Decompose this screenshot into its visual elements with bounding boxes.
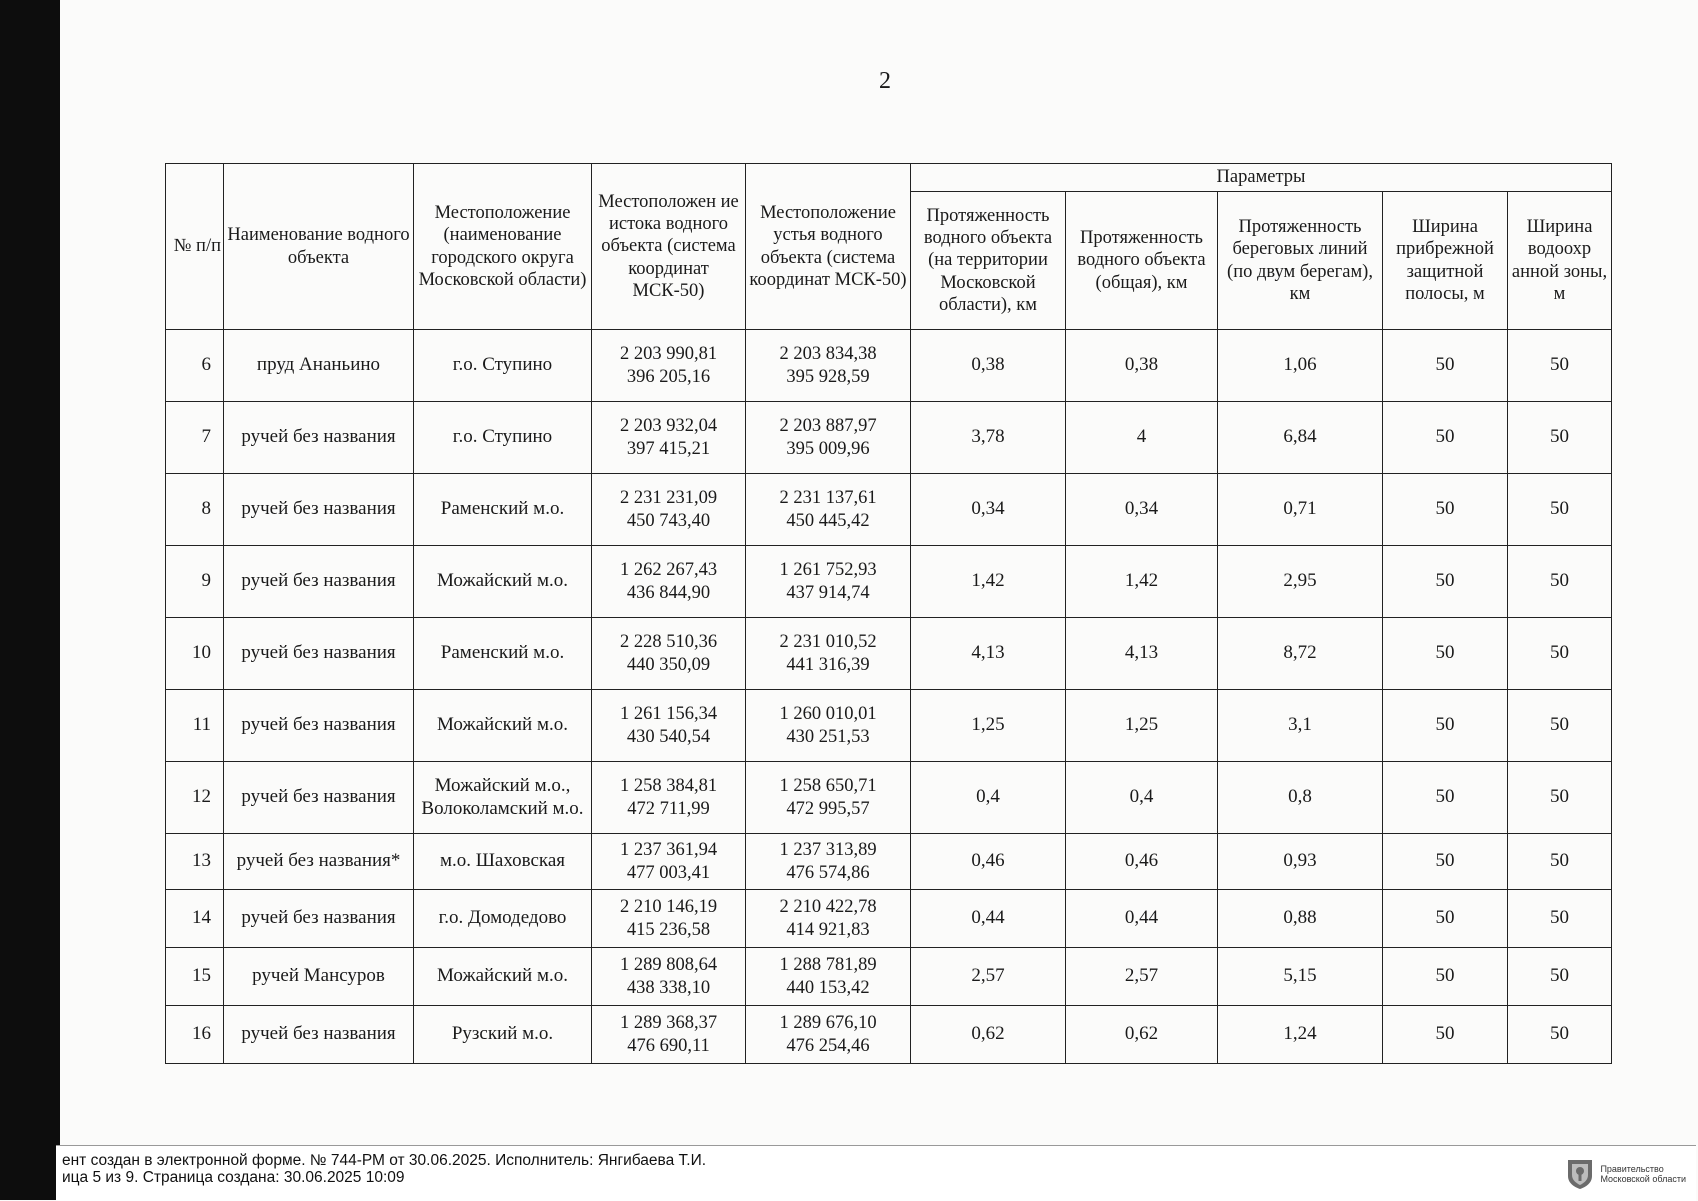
cell-name: ручей без названия	[224, 402, 414, 474]
cell-len-region: 1,25	[911, 690, 1066, 762]
table-row	[166, 330, 1612, 402]
mouth-coord-y: 450 445,42	[786, 510, 870, 531]
cell-location: Можайский м.о., Волоколамский м.о.	[414, 762, 592, 834]
footer-line-document: ент создан в электронной форме. № 744-РМ от 30.06.2025. Исполнитель: Янгибаева Т.И.	[62, 1152, 707, 1169]
mouth-coord-y: 395 928,59	[786, 366, 870, 387]
col-header-name: Наименование водного объекта	[224, 164, 414, 330]
source-coord-x: 1 289 368,37	[619, 1013, 718, 1034]
scan-margin	[0, 0, 60, 1200]
cell-location: г.о. Ступино	[414, 330, 592, 402]
cell-source	[592, 948, 746, 1006]
cell-len-region: 2,57	[911, 948, 1066, 1006]
cell-len-total: 1,42	[1066, 546, 1218, 618]
cell-name: ручей без названия	[224, 1006, 414, 1064]
cell-name: ручей без названия	[224, 618, 414, 690]
cell-zone-width: 50	[1508, 762, 1612, 834]
col-header-mouth: Местоположение устья водного объекта (система координат МСК-50)	[746, 164, 911, 330]
cell-len-total: 1,25	[1066, 690, 1218, 762]
table-row	[166, 402, 1612, 474]
mouth-coord-y: 414 921,83	[786, 919, 870, 940]
table-row	[166, 474, 1612, 546]
col-header-zone-width: Ширина водоохр анной зоны, м	[1508, 192, 1612, 330]
source-coord-x: 1 289 808,64	[619, 955, 718, 976]
cell-zone-width: 50	[1508, 690, 1612, 762]
source-coord-y: 397 415,21	[626, 438, 711, 459]
cell-source	[592, 834, 746, 890]
cell-strip-width: 50	[1383, 330, 1508, 402]
cell-name: ручей без названия	[224, 762, 414, 834]
source-coord-x: 2 210 146,19	[619, 897, 718, 918]
footer-text	[62, 1152, 706, 1186]
mouth-coord-y: 476 254,46	[786, 1035, 870, 1056]
source-coord-y: 415 236,58	[626, 919, 711, 940]
water-bodies-table	[165, 163, 1612, 1064]
cell-strip-width: 50	[1383, 618, 1508, 690]
col-header-shore-len: Протяженность береговых линий (по двум берегам), км	[1218, 192, 1383, 330]
cell-source	[592, 618, 746, 690]
mouth-coord-y: 437 914,74	[786, 582, 870, 603]
cell-source	[592, 890, 746, 948]
coat-of-arms-icon	[1566, 1158, 1594, 1190]
source-coord-x: 1 237 361,94	[619, 840, 718, 861]
cell-no: 10	[166, 618, 224, 690]
cell-zone-width: 50	[1508, 948, 1612, 1006]
cell-mouth	[746, 618, 911, 690]
col-header-params: Параметры	[911, 164, 1612, 192]
cell-shore-len: 0,8	[1218, 762, 1383, 834]
cell-source	[592, 474, 746, 546]
cell-len-total: 0,44	[1066, 890, 1218, 948]
table-row	[166, 948, 1612, 1006]
cell-len-total: 2,57	[1066, 948, 1218, 1006]
mouth-coord-x: 2 231 137,61	[779, 488, 877, 509]
cell-len-region: 4,13	[911, 618, 1066, 690]
cell-no: 11	[166, 690, 224, 762]
cell-len-total: 0,62	[1066, 1006, 1218, 1064]
cell-no: 9	[166, 546, 224, 618]
cell-len-region: 1,42	[911, 546, 1066, 618]
cell-mouth	[746, 330, 911, 402]
cell-no: 15	[166, 948, 224, 1006]
cell-shore-len: 2,95	[1218, 546, 1383, 618]
cell-shore-len: 6,84	[1218, 402, 1383, 474]
cell-mouth	[746, 890, 911, 948]
cell-location: г.о. Домодедово	[414, 890, 592, 948]
cell-shore-len: 1,06	[1218, 330, 1383, 402]
cell-location: Можайский м.о.	[414, 690, 592, 762]
cell-len-region: 0,4	[911, 762, 1066, 834]
source-coord-y: 472 711,99	[627, 798, 710, 819]
source-coord-y: 436 844,90	[626, 582, 711, 603]
cell-len-total: 0,46	[1066, 834, 1218, 890]
cell-shore-len: 0,88	[1218, 890, 1383, 948]
cell-name: ручей без названия	[224, 474, 414, 546]
mouth-coord-x: 2 210 422,78	[779, 897, 877, 918]
cell-strip-width: 50	[1383, 474, 1508, 546]
cell-no: 14	[166, 890, 224, 948]
source-coord-x: 2 203 932,04	[619, 416, 718, 437]
cell-len-region: 0,62	[911, 1006, 1066, 1064]
cell-strip-width: 50	[1383, 546, 1508, 618]
cell-no: 12	[166, 762, 224, 834]
cell-mouth	[746, 474, 911, 546]
cell-shore-len: 1,24	[1218, 1006, 1383, 1064]
mouth-coord-x: 1 261 752,93	[779, 560, 877, 581]
col-header-len-total: Протяженность водного объекта (общая), км	[1066, 192, 1218, 330]
cell-mouth	[746, 834, 911, 890]
cell-name: ручей без названия	[224, 690, 414, 762]
cell-location: Раменский м.о.	[414, 618, 592, 690]
cell-strip-width: 50	[1383, 1006, 1508, 1064]
table-row	[166, 546, 1612, 618]
cell-source	[592, 330, 746, 402]
mouth-coord-x: 1 289 676,10	[779, 1013, 877, 1034]
cell-shore-len: 5,15	[1218, 948, 1383, 1006]
cell-location: Можайский м.о.	[414, 546, 592, 618]
cell-source	[592, 546, 746, 618]
cell-len-total: 4	[1066, 402, 1218, 474]
mouth-coord-y: 430 251,53	[786, 726, 870, 747]
mouth-coord-y: 395 009,96	[786, 438, 870, 459]
cell-location: Раменский м.о.	[414, 474, 592, 546]
cell-no: 8	[166, 474, 224, 546]
cell-name: пруд Ананьино	[224, 330, 414, 402]
mouth-coord-y: 440 153,42	[786, 977, 870, 998]
table-row	[166, 762, 1612, 834]
mouth-coord-x: 1 260 010,01	[779, 704, 877, 725]
cell-len-total: 4,13	[1066, 618, 1218, 690]
source-coord-x: 1 258 384,81	[619, 776, 718, 797]
cell-source	[592, 1006, 746, 1064]
cell-len-region: 3,78	[911, 402, 1066, 474]
mouth-coord-x: 2 203 887,97	[779, 416, 877, 437]
cell-source	[592, 690, 746, 762]
cell-zone-width: 50	[1508, 834, 1612, 890]
header-row-top	[166, 164, 1612, 192]
cell-location: м.о. Шаховская	[414, 834, 592, 890]
source-coord-y: 476 690,11	[627, 1035, 710, 1056]
cell-len-region: 0,38	[911, 330, 1066, 402]
table-row	[166, 890, 1612, 948]
mouth-coord-x: 2 203 834,38	[779, 344, 877, 365]
cell-name: ручей без названия	[224, 546, 414, 618]
cell-name: ручей без названия*	[224, 834, 414, 890]
source-coord-x: 2 231 231,09	[619, 488, 718, 509]
cell-zone-width: 50	[1508, 330, 1612, 402]
table-row	[166, 1006, 1612, 1064]
cell-len-total: 0,34	[1066, 474, 1218, 546]
cell-name: ручей без названия	[224, 890, 414, 948]
col-header-source: Местоположен ие истока водного объекта (система координат МСК-50)	[592, 164, 746, 330]
cell-no: 13	[166, 834, 224, 890]
cell-mouth	[746, 690, 911, 762]
cell-zone-width: 50	[1508, 890, 1612, 948]
mouth-coord-x: 2 231 010,52	[779, 632, 877, 653]
source-coord-x: 2 203 990,81	[619, 344, 718, 365]
logo-text-line-2: Московской области	[1600, 1174, 1686, 1184]
mouth-coord-x: 1 258 650,71	[779, 776, 877, 797]
cell-source	[592, 402, 746, 474]
col-header-no: № п/п	[166, 164, 224, 330]
source-coord-y: 440 350,09	[626, 654, 711, 675]
source-coord-y: 396 205,16	[626, 366, 711, 387]
cell-len-region: 0,34	[911, 474, 1066, 546]
source-coord-y: 450 743,40	[626, 510, 711, 531]
cell-len-total: 0,38	[1066, 330, 1218, 402]
cell-len-region: 0,44	[911, 890, 1066, 948]
cell-len-region: 0,46	[911, 834, 1066, 890]
cell-len-total: 0,4	[1066, 762, 1218, 834]
col-header-location: Местоположение (наименование городского округа Московской области)	[414, 164, 592, 330]
cell-mouth	[746, 948, 911, 1006]
cell-mouth	[746, 1006, 911, 1064]
mouth-coord-y: 476 574,86	[786, 862, 870, 883]
col-header-len-region: Протяженность водного объекта (на территории Московской области), км	[911, 192, 1066, 330]
cell-zone-width: 50	[1508, 618, 1612, 690]
cell-strip-width: 50	[1383, 762, 1508, 834]
cell-shore-len: 0,71	[1218, 474, 1383, 546]
cell-zone-width: 50	[1508, 546, 1612, 618]
source-coord-x: 2 228 510,36	[619, 632, 718, 653]
cell-location: г.о. Ступино	[414, 402, 592, 474]
source-coord-x: 1 262 267,43	[619, 560, 718, 581]
col-header-strip-width: Ширина прибрежной защитной полосы, м	[1383, 192, 1508, 330]
table-row	[166, 690, 1612, 762]
source-coord-x: 1 261 156,34	[619, 704, 718, 725]
source-coord-y: 477 003,41	[626, 862, 711, 883]
logo-text	[1600, 1164, 1686, 1184]
table-row	[166, 834, 1612, 890]
source-coord-y: 430 540,54	[626, 726, 711, 747]
mouth-coord-x: 1 237 313,89	[779, 840, 877, 861]
cell-shore-len: 3,1	[1218, 690, 1383, 762]
mouth-coord-y: 472 995,57	[786, 798, 870, 819]
cell-zone-width: 50	[1508, 1006, 1612, 1064]
document-footer	[56, 1145, 1696, 1201]
cell-shore-len: 8,72	[1218, 618, 1383, 690]
cell-zone-width: 50	[1508, 474, 1612, 546]
mouth-coord-x: 1 288 781,89	[779, 955, 877, 976]
table-row	[166, 618, 1612, 690]
cell-mouth	[746, 402, 911, 474]
mouth-coord-y: 441 316,39	[786, 654, 870, 675]
cell-mouth	[746, 762, 911, 834]
cell-strip-width: 50	[1383, 690, 1508, 762]
cell-location: Рузский м.о.	[414, 1006, 592, 1064]
cell-mouth	[746, 546, 911, 618]
cell-no: 6	[166, 330, 224, 402]
cell-no: 16	[166, 1006, 224, 1064]
cell-shore-len: 0,93	[1218, 834, 1383, 890]
government-logo	[1566, 1156, 1686, 1192]
cell-source	[592, 762, 746, 834]
source-coord-y: 438 338,10	[626, 977, 711, 998]
cell-strip-width: 50	[1383, 890, 1508, 948]
cell-strip-width: 50	[1383, 834, 1508, 890]
cell-name: ручей Мансуров	[224, 948, 414, 1006]
page-number: 2	[879, 68, 891, 94]
footer-line-page: ица 5 из 9. Страница создана: 30.06.2025 10:09	[62, 1169, 405, 1186]
cell-location: Можайский м.о.	[414, 948, 592, 1006]
logo-text-line-1: Правительство	[1600, 1164, 1664, 1174]
cell-zone-width: 50	[1508, 402, 1612, 474]
cell-strip-width: 50	[1383, 948, 1508, 1006]
cell-strip-width: 50	[1383, 402, 1508, 474]
cell-no: 7	[166, 402, 224, 474]
